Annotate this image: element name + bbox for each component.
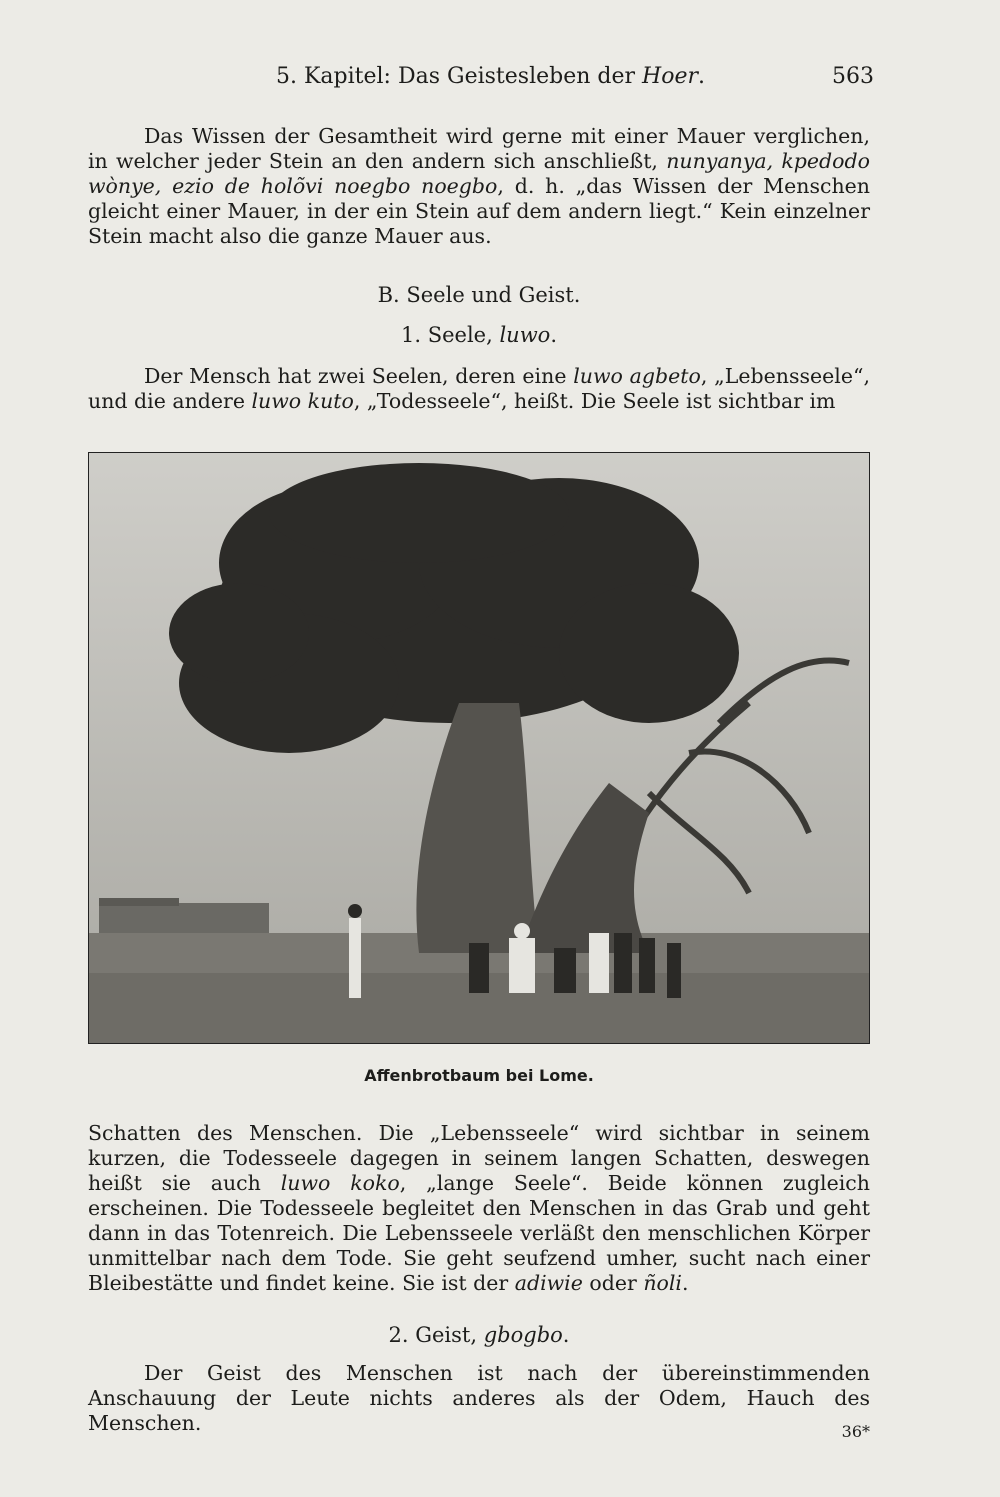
tree-canopy bbox=[169, 463, 739, 753]
running-header bbox=[88, 64, 874, 100]
paragraph-shadow-souls: Schatten des Menschen. Die „Lebensseele“ wird sichtbar in seinem kurzen, die Todesseele dagegen in seinem langen Schatten, deswegen heißt sie auch luwo koko, „lange Seele“. Beide können zugleich erscheinen. Die Todesseele begleitet den Menschen in das Grab und geht dann in das Totenreich. Die Lebensseele verläßt den menschlichen Körper unmittelbar nach dem Tode. Sie geht seufzend umher, sucht nach einer Bleibestätte und findet keine. Sie ist der adiwie oder ñoli. bbox=[88, 1121, 870, 1295]
signature-mark: 36* bbox=[841, 1422, 870, 1441]
page-number: 563 bbox=[832, 64, 874, 89]
subsection-heading-soul: 1. Seele, luwo. bbox=[401, 323, 557, 347]
baobab-photograph bbox=[88, 452, 870, 1044]
subsection-heading-spirit: 2. Geist, gbogbo. bbox=[388, 1323, 570, 1347]
chapter-title: 5. Kapitel: Das Geistesleben der Hoer. bbox=[276, 64, 705, 89]
paragraph-wall: Das Wissen der Gesamtheit wird gerne mit einer Mauer verglichen, in welcher jeder Stein an den andern sich anschließt, nunyanya, kpedodo wònye, ezio de holõvi noegbo noegbo, d. h. „das Wissen der Menschen gleicht einer Mauer, in der ein Stein auf dem andern liegt.“ Kein einzelner Stein macht also die ganze Mauer aus. bbox=[88, 124, 870, 248]
section-heading-b: B. Seele und Geist. bbox=[377, 283, 581, 307]
figure-caption: Affenbrotbaum bei Lome. bbox=[364, 1066, 594, 1085]
baobab-tree-illustration bbox=[89, 453, 869, 1043]
paragraph-two-souls: Der Mensch hat zwei Seelen, deren eine luwo agbeto, „Lebensseele“, und die andere luwo kuto, „Todesseele“, heißt. Die Seele ist sichtbar im bbox=[88, 364, 870, 413]
paragraph-spirit: Der Geist des Menschen ist nach der übereinstimmenden Anschauung der Leute nichts anderes als der Odem, Hauch des Menschen. bbox=[88, 1361, 870, 1435]
